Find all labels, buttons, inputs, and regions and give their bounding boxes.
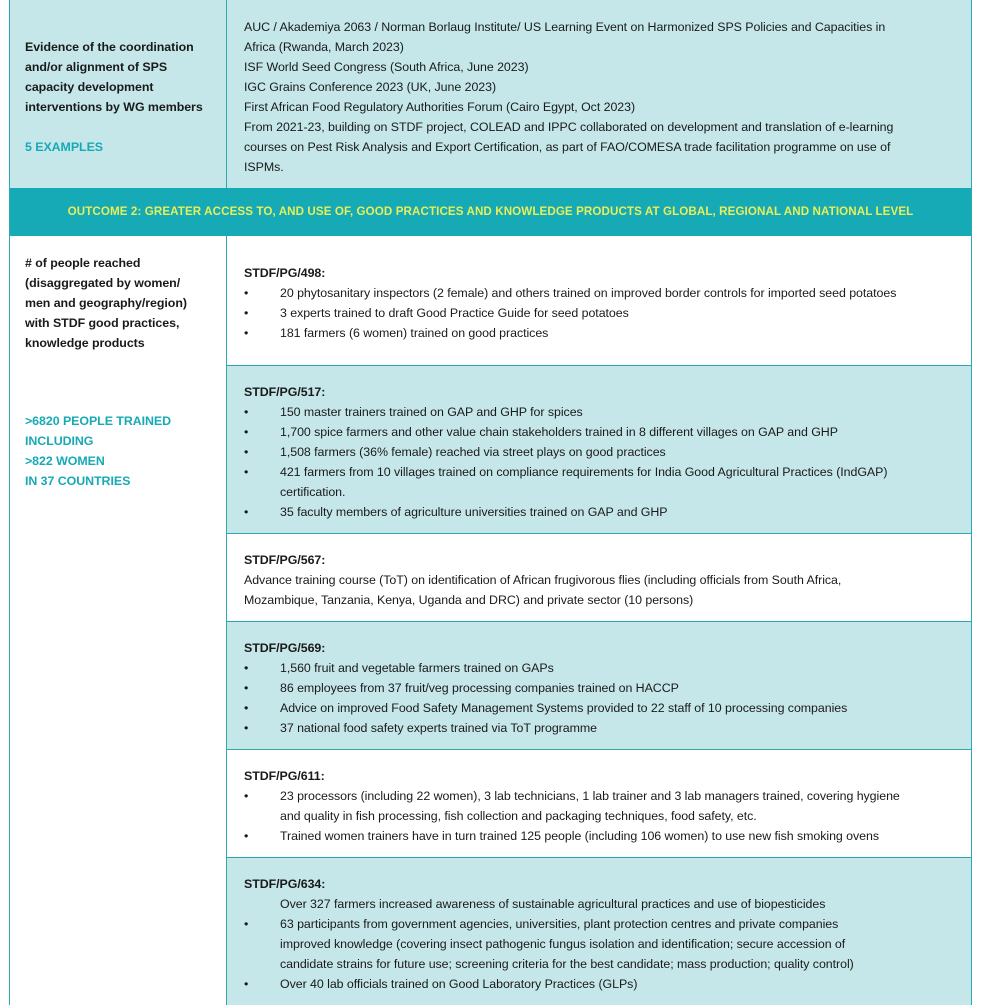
result-text: IN 37 COUNTRIES [25, 474, 131, 488]
project-title: STDF/PG/498: [244, 266, 326, 280]
bullet-icon: • [244, 445, 249, 459]
bullet-icon: • [244, 286, 249, 300]
project-row [227, 365, 972, 533]
indicator2-text: # of people reached [25, 256, 141, 270]
indicator-text: Evidence of the coordination [25, 40, 194, 54]
project-paragraph-line [244, 590, 962, 610]
indicator2-text: (disaggregated by women/ [25, 276, 181, 290]
bullet-item [244, 402, 962, 422]
project-title: STDF/PG/567: [244, 553, 326, 567]
item-text: 150 master trainers trained on GAP and GHP for spices [280, 405, 583, 419]
project-paragraph-line [244, 570, 962, 590]
indicator-text: and/or alignment of SPS [25, 60, 168, 74]
bullet-continuation [244, 482, 962, 502]
item-text: 1,700 spice farmers and other value chain stakeholders trained in 8 different villages on GAP and GHP [280, 425, 838, 439]
bullet-icon: • [244, 306, 249, 320]
item-text: 181 farmers (6 women) trained on good practices [280, 326, 549, 340]
project-row [227, 533, 972, 621]
item-text: certification. [280, 485, 346, 499]
item-text: Trained women trainers have in turn trained 125 people (including 106 women) to use new fish smoking ovens [280, 829, 879, 843]
evidence-line: courses on Pest Risk Analysis and Export Certification, as part of FAO/COMESA trade facilitation programme on use of [244, 140, 891, 154]
bullet-icon: • [244, 425, 249, 439]
project-row [227, 749, 972, 857]
bullet-continuation [244, 894, 962, 914]
bullet-icon: • [244, 681, 249, 695]
bullet-item [244, 914, 962, 934]
evidence-line: ISF World Seed Congress (South Africa, June 2023) [244, 60, 529, 74]
bullet-icon: • [244, 701, 249, 715]
result-text: >6820 PEOPLE TRAINED [25, 414, 172, 428]
bullet-continuation [244, 806, 962, 826]
item-text: 421 farmers from 10 villages trained on compliance requirements for India Good Agricultural Practices (IndGAP) [280, 465, 888, 479]
bullet-item [244, 283, 962, 303]
item-text: 20 phytosanitary inspectors (2 female) and others trained on improved border controls for imported seed potatoes [280, 286, 897, 300]
bullet-item [244, 502, 962, 522]
indicator2-cell [9, 236, 227, 1005]
evidence-line: From 2021-23, building on STDF project, COLEAD and IPPC collaborated on development and translation of e-learning [244, 120, 894, 134]
item-text: 63 participants from government agencies, universities, plant protection centres and private companies [280, 917, 839, 931]
table-border-right [971, 0, 972, 1005]
indicator-text: interventions by WG members [25, 100, 203, 114]
bullet-icon: • [244, 405, 249, 419]
bullet-item [244, 442, 962, 462]
item-text: 35 faculty members of agriculture universities trained on GAP and GHP [280, 505, 668, 519]
bullet-item [244, 974, 962, 994]
indicator2-text: knowledge products [25, 336, 145, 350]
evidence-line: First African Food Regulatory Authorities Forum (Cairo Egypt, Oct 2023) [244, 100, 636, 114]
bullet-icon: • [244, 721, 249, 735]
evidence-line: ISPMs. [244, 160, 284, 174]
bullet-item [244, 422, 962, 442]
indicator-cell [9, 0, 227, 188]
result-text: >822 WOMEN [25, 454, 105, 468]
bullet-icon: • [244, 326, 249, 340]
bullet-item [244, 718, 962, 738]
item-text: 1,508 farmers (36% female) reached via street plays on good practices [280, 445, 666, 459]
examples-count: 5 EXAMPLES [25, 140, 103, 154]
item-text: and quality in fish processing, fish collection and packaging techniques, food safety, etc. [280, 809, 757, 823]
project-row [227, 621, 972, 749]
bullet-icon: • [244, 465, 249, 479]
item-text: 3 experts trained to draft Good Practice Guide for seed potatoes [280, 306, 629, 320]
project-title: STDF/PG/569: [244, 641, 326, 655]
bullet-icon: • [244, 789, 249, 803]
item-text: 86 employees from 37 fruit/veg processing companies trained on HACCP [280, 681, 679, 695]
bullet-continuation [244, 954, 962, 974]
bullet-icon: • [244, 661, 249, 675]
indicator-text: capacity development [25, 80, 154, 94]
project-row [227, 857, 972, 1005]
evidence-cell [227, 0, 972, 188]
item-text: Mozambique, Tanzania, Kenya, Uganda and DRC) and private sector (10 persons) [244, 593, 694, 607]
project-title: STDF/PG/634: [244, 877, 326, 891]
bullet-icon: • [244, 505, 249, 519]
item-text: 37 national food safety experts trained via ToT programme [280, 721, 597, 735]
outcome-2-header: OUTCOME 2: GREATER ACCESS TO, AND USE OF, GOOD PRACTICES AND KNOWLEDGE PRODUCTS AT GLOBAL, REGIONAL AND NATIONAL LEVEL [9, 188, 972, 236]
bullet-icon: • [244, 977, 249, 991]
indicator2-text: with STDF good practices, [25, 316, 180, 330]
bullet-item [244, 678, 962, 698]
project-title: STDF/PG/517: [244, 385, 326, 399]
item-text: 23 processors (including 22 women), 3 lab technicians, 1 lab trainer and 3 lab managers trained, covering hygiene [280, 789, 900, 803]
coordination-row [9, 0, 972, 188]
evidence-line: AUC / Akademiya 2063 / Norman Borlaug Institute/ US Learning Event on Harmonized SPS Policies and Capacities in [244, 20, 886, 34]
evidence-line: IGC Grains Conference 2023 (UK, June 2023) [244, 80, 497, 94]
project-row [227, 236, 972, 365]
bullet-continuation [244, 934, 962, 954]
item-text: Advance training course (ToT) on identification of African frugivorous flies (including officials from South Africa, [244, 573, 842, 587]
evidence-line: Africa (Rwanda, March 2023) [244, 40, 404, 54]
bullet-item [244, 462, 962, 482]
item-text: Over 40 lab officials trained on Good Laboratory Practices (GLPs) [280, 977, 638, 991]
item-text: Advice on improved Food Safety Management Systems provided to 22 staff of 10 processing companies [280, 701, 848, 715]
result-text: INCLUDING [25, 434, 94, 448]
item-text: improved knowledge (covering insect pathogenic fungus isolation and identification; secure accession of [280, 937, 846, 951]
project-title: STDF/PG/611: [244, 769, 325, 783]
bullet-item [244, 786, 962, 806]
table-border-left [9, 0, 10, 1005]
item-text: Over 327 farmers increased awareness of sustainable agricultural practices and use of biopesticides [280, 897, 826, 911]
bullet-icon: • [244, 829, 249, 843]
bullet-icon: • [244, 917, 249, 931]
bullet-item [244, 303, 962, 323]
results-table [9, 0, 972, 1005]
item-text: 1,560 fruit and vegetable farmers trained on GAPs [280, 661, 554, 675]
bullet-item [244, 323, 962, 343]
bullet-item [244, 698, 962, 718]
item-text: candidate strains for future use; screening criteria for the best candidate; mass production; quality control) [280, 957, 854, 971]
bullet-item [244, 658, 962, 678]
bullet-item [244, 826, 962, 846]
indicator2-text: men and geography/region) [25, 296, 187, 310]
